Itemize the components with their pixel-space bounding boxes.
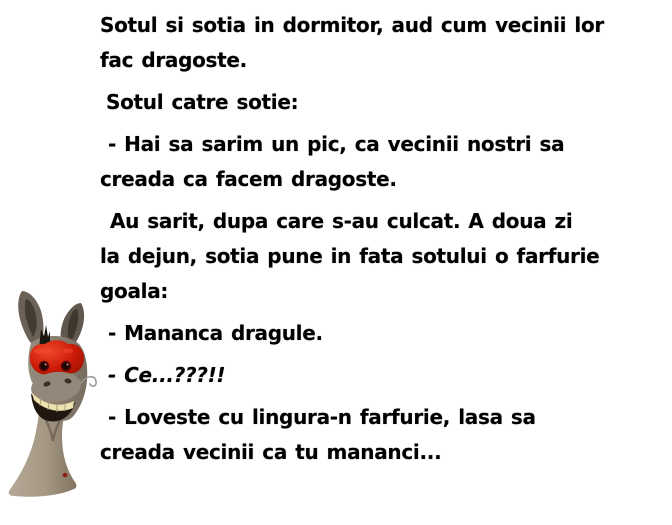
donkey-image (2, 281, 112, 525)
joke-line-1: Sotul si sotia in dormitor, aud cum vecinii lor (100, 13, 604, 37)
joke-line-12: creada vecinii ca tu mananci... (100, 440, 442, 464)
joke-line-7: la dejun, sotia pune in fata sotului o farfurie (100, 244, 600, 268)
joke-line-11: - Loveste cu lingura-n farfurie, lasa sa (108, 405, 536, 429)
joke-line-6: Au sarit, dupa care s-au culcat. A doua zi (110, 209, 573, 233)
joke-line-10: - Ce...???!! (108, 363, 226, 387)
donkey-red-mask (30, 340, 84, 377)
joke-line-8: goala: (100, 279, 169, 303)
joke-line-2: fac dragoste. (100, 48, 247, 72)
joke-line-4: - Hai sa sarim un pic, ca vecinii nostri sa (108, 132, 565, 156)
joke-line-3: Sotul catre sotie: (106, 90, 299, 114)
neck-red-mark (63, 473, 68, 478)
joke-line-9: - Mananca dragule. (108, 321, 323, 345)
joke-text (100, 8, 666, 470)
joke-line-5: creada ca facem dragoste. (100, 167, 397, 191)
